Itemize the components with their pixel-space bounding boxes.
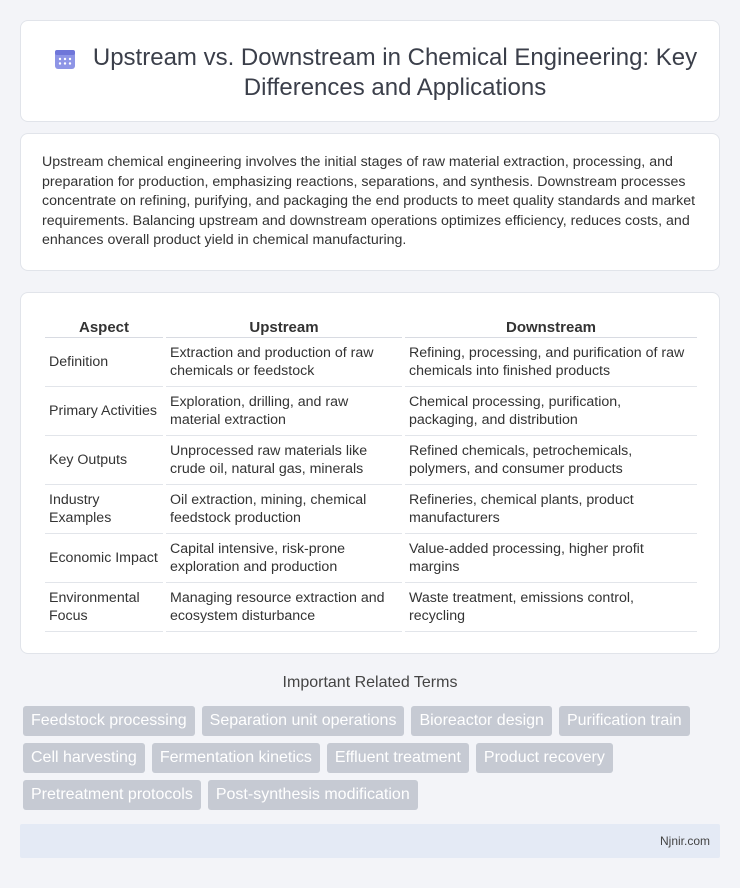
cell-upstream: Oil extraction, mining, chemical feedstock production xyxy=(166,485,402,534)
cell-aspect: Environmental Focus xyxy=(45,583,163,632)
related-term-tag[interactable]: Purification train xyxy=(559,706,690,736)
header-upstream: Upstream xyxy=(166,313,402,338)
footer xyxy=(20,824,720,858)
table-row xyxy=(45,387,697,436)
table-header-row xyxy=(45,313,697,338)
cell-downstream: Refining, processing, and purification of raw chemicals into finished products xyxy=(405,338,697,387)
cell-downstream: Chemical processing, purification, packaging, and distribution xyxy=(405,387,697,436)
cell-upstream: Extraction and production of raw chemicals or feedstock xyxy=(166,338,402,387)
header-downstream: Downstream xyxy=(405,313,697,338)
related-term-tag[interactable]: Pretreatment protocols xyxy=(23,780,201,810)
intro-card xyxy=(20,133,720,271)
related-term-tag[interactable]: Cell harvesting xyxy=(23,743,145,773)
cell-downstream: Refineries, chemical plants, product manufacturers xyxy=(405,485,697,534)
cell-downstream: Refined chemicals, petrochemicals, polymers, and consumer products xyxy=(405,436,697,485)
cell-upstream: Unprocessed raw materials like crude oil, natural gas, minerals xyxy=(166,436,402,485)
table-row xyxy=(45,436,697,485)
table-row xyxy=(45,485,697,534)
intro-paragraph: Upstream chemical engineering involves the initial stages of raw material extraction, processing, and preparation for production, emphasizing reactions, separations, and synthesis. Downstream processes concentrate on refining, purifying, and packaging the end products to meet quality standards and market requirements. Balancing upstream and downstream operations optimizes efficiency, reduces costs, and enhances overall product yield in chemical manufacturing. xyxy=(42,154,696,249)
comparison-card xyxy=(20,292,720,654)
cell-aspect: Key Outputs xyxy=(45,436,163,485)
calendar-icon xyxy=(53,47,77,71)
table-row xyxy=(45,534,697,583)
cell-upstream: Capital intensive, risk-prone exploration and production xyxy=(166,534,402,583)
cell-downstream: Waste treatment, emissions control, recycling xyxy=(405,583,697,632)
related-term-tag[interactable]: Bioreactor design xyxy=(411,706,552,736)
table-row xyxy=(45,583,697,632)
cell-aspect: Definition xyxy=(45,338,163,387)
header-aspect: Aspect xyxy=(45,313,163,338)
cell-upstream: Exploration, drilling, and raw material extraction xyxy=(166,387,402,436)
cell-downstream: Value-added processing, higher profit margins xyxy=(405,534,697,583)
related-terms-title: Important Related Terms xyxy=(282,674,458,691)
cell-aspect: Primary Activities xyxy=(45,387,163,436)
related-term-tag[interactable]: Post-synthesis modification xyxy=(208,780,418,810)
title-card xyxy=(20,20,720,122)
cell-aspect: Economic Impact xyxy=(45,534,163,583)
related-terms-list xyxy=(23,706,713,810)
related-term-tag[interactable]: Effluent treatment xyxy=(327,743,469,773)
related-term-tag[interactable]: Feedstock processing xyxy=(23,706,195,736)
related-term-tag[interactable]: Separation unit operations xyxy=(202,706,405,736)
cell-aspect: Industry Examples xyxy=(45,485,163,534)
footer-site-link[interactable]: Njnir.com xyxy=(659,834,710,848)
cell-upstream: Managing resource extraction and ecosystem disturbance xyxy=(166,583,402,632)
comparison-table xyxy=(42,313,700,632)
related-term-tag[interactable]: Fermentation kinetics xyxy=(152,743,320,773)
table-row xyxy=(45,338,697,387)
page-title: Upstream vs. Downstream in Chemical Engineering: Key Differences and Applications xyxy=(92,44,698,101)
related-term-tag[interactable]: Product recovery xyxy=(476,743,613,773)
